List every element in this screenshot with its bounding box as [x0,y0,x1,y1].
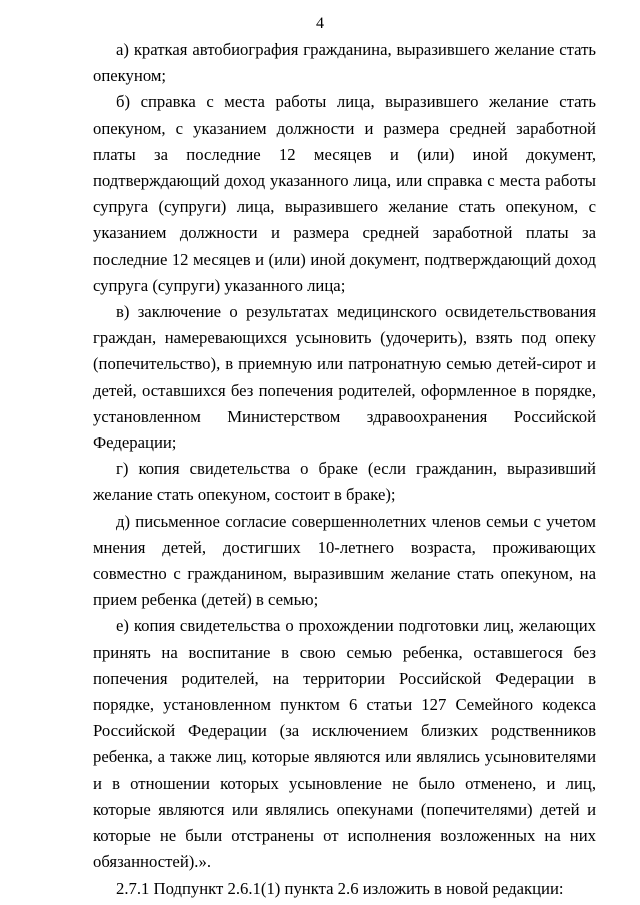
page-number: 4 [316,15,324,32]
paragraph-v: в) заключение о результатах медицинского освидетельствования граждан, намеревающихся усыновить (удочерить), взять под опеку (попечительство), в приемную или патронатную семью детей-сирот и детей, оставшихся без попечения родителей, оформленное в порядке, установленном Министерством здравоохранения Российской Федерации; [93,302,596,453]
paragraph-a: а) краткая автобиография гражданина, выразившего желание стать опекуном; [93,40,596,86]
paragraph-b: б) справка с места работы лица, выразившего желание стать опекуном, с указанием должности и размера средней заработной платы за последние 12 месяцев и (или) иной документ, подтверждающий доход указанного лица, или справка с места работы супруга (супруги) лица, выразившего желание стать опекуном, с указанием должности и размера средней заработной платы за последние 12 месяцев и (или) иной документ, подтверждающий доход супруга (супруги) указанного лица; [93,92,596,295]
paragraph-e: е) копия свидетельства о прохождении подготовки лиц, желающих принять на воспитание в свою семью ребенка, оставшегося без попечения родителей, на территории Российской Федерации в порядке, установленном пунктом 6 статьи 127 Семейного кодекса Российской Федерации (за исключением близких родственников ребенка, а также лиц, которые являются или являлись усыновителями и в отношении которых усыновление не было отменено, и лиц, которые являются или являлись опекунами (попечителями) детей и которые не были отстранены от исполнения возложенных на них обязанностей).». [93,616,596,872]
paragraph-d: д) письменное согласие совершеннолетних членов семьи с учетом мнения детей, достигших 10-летнего возраста, проживающих совместно с гражданином, выразившим желание стать опекуном, на прием ребенка (детей) в семью; [93,511,596,610]
document-body [93,37,596,902]
paragraph-g: г) копия свидетельства о браке (если гражданин, выразивший желание стать опекуном, состоит в браке); [93,459,596,505]
paragraph-2-7-1: 2.7.1 Подпункт 2.6.1(1) пункта 2.6 изложить в новой редакции: [116,878,564,898]
